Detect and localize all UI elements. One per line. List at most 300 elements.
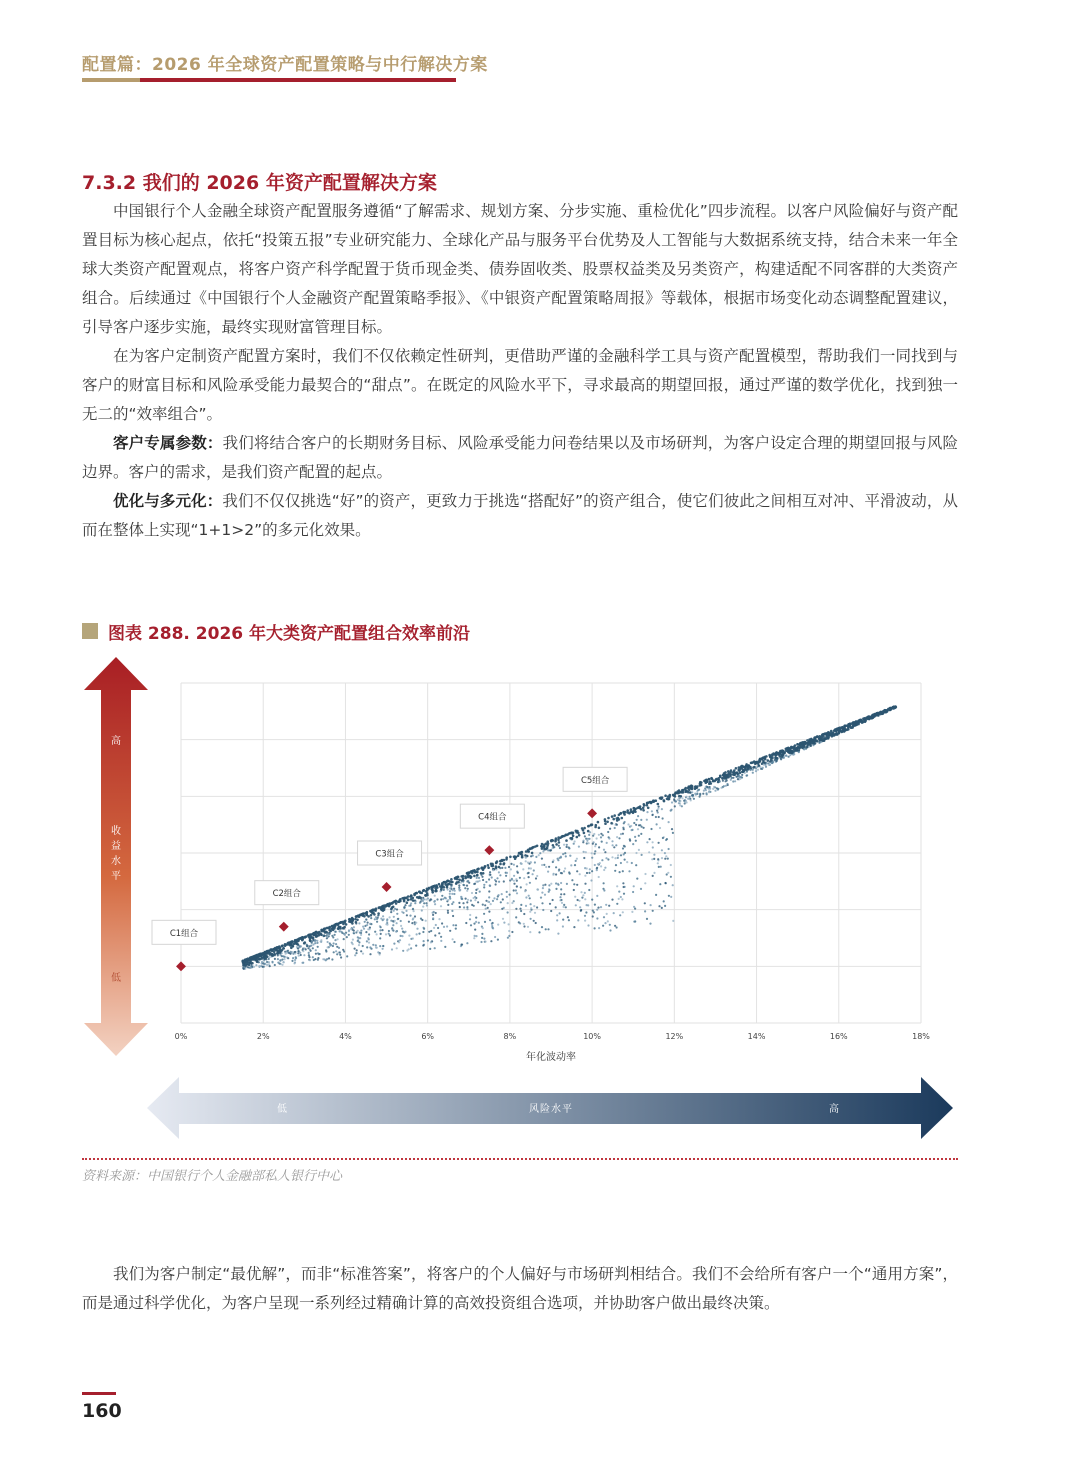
running-header: 配置篇：2026 年全球资产配置策略与中行解决方案 <box>82 55 488 75</box>
scatter-point <box>314 934 317 937</box>
scatter-point <box>274 964 276 966</box>
scatter-point <box>340 921 343 924</box>
scatter-point <box>801 746 804 749</box>
scatter-point <box>443 926 445 928</box>
scatter-point <box>527 850 530 853</box>
scatter-point <box>368 942 370 944</box>
scatter-point <box>297 952 299 954</box>
scatter-point <box>479 891 481 893</box>
scatter-point <box>362 953 364 955</box>
scatter-point <box>667 872 669 874</box>
scatter-point <box>538 854 540 856</box>
scatter-point <box>277 958 279 960</box>
scatter-point <box>557 858 559 860</box>
scatter-point <box>466 890 468 892</box>
scatter-point <box>351 942 353 944</box>
scatter-point <box>340 956 342 958</box>
scatter-point <box>538 931 540 933</box>
scatter-point <box>560 899 562 901</box>
scatter-point <box>316 942 318 944</box>
scatter-point <box>539 852 541 854</box>
scatter-point <box>460 875 463 878</box>
scatter-point <box>370 914 373 917</box>
scatter-point <box>457 881 460 884</box>
scatter-point <box>368 928 370 930</box>
scatter-point <box>332 945 334 947</box>
scatter-point <box>338 925 341 928</box>
risk-low-label: 低 <box>277 1104 287 1115</box>
portfolio-diamond <box>587 808 597 818</box>
scatter-point <box>488 896 490 898</box>
scatter-point <box>408 935 410 937</box>
scatter-point <box>649 838 651 840</box>
scatter-point <box>542 887 544 889</box>
scatter-point <box>660 796 663 799</box>
scatter-point <box>327 946 329 948</box>
scatter-point <box>616 926 618 928</box>
scatter-point <box>594 927 596 929</box>
scatter-point <box>646 811 648 813</box>
scatter-point <box>633 885 635 887</box>
scatter-point <box>474 899 476 901</box>
scatter-point <box>614 827 616 829</box>
scatter-point <box>385 923 387 925</box>
scatter-point <box>489 919 491 921</box>
scatter-point <box>655 894 657 896</box>
closing-paragraph: 我们为客户制定“最优解”，而非“标准答案”，将客户的个人偏好与市场研判相结合。我们不会给所有客户一个“通用方案”，而是通过科学优化，为客户呈现一系列经过精确计算的高效投资组合选项，并协助客户做出最终决策。 <box>82 1265 958 1312</box>
scatter-point <box>435 924 437 926</box>
scatter-point <box>683 800 685 802</box>
scatter-point <box>559 847 561 849</box>
scatter-point <box>720 787 722 789</box>
scatter-point <box>515 916 517 918</box>
scatter-point <box>559 896 561 898</box>
scatter-point <box>401 897 404 900</box>
scatter-point <box>427 939 429 941</box>
scatter-point <box>550 840 553 843</box>
scatter-point <box>357 930 359 932</box>
scatter-point <box>466 942 468 944</box>
scatter-point <box>511 902 513 904</box>
scatter-point <box>640 833 642 835</box>
scatter-point <box>274 958 276 960</box>
scatter-point <box>379 937 381 939</box>
scatter-point <box>400 935 402 937</box>
scatter-point <box>511 931 513 933</box>
scatter-point <box>480 941 482 943</box>
scatter-point <box>396 922 398 924</box>
scatter-point <box>664 858 666 860</box>
scatter-point <box>566 883 568 885</box>
scatter-point <box>388 930 390 932</box>
scatter-point <box>590 823 593 826</box>
scatter-point <box>483 884 485 886</box>
scatter-point <box>531 852 534 855</box>
scatter-point <box>675 800 677 802</box>
scatter-point <box>553 846 555 848</box>
scatter-point <box>506 872 508 874</box>
scatter-point <box>367 922 369 924</box>
param-text: 我们将结合客户的长期财务目标、风险承受能力问卷结果以及市场研判，为客户设定合理的期望回报与风险边界。客户的需求，是我们资产配置的起点。 <box>82 434 958 481</box>
scatter-point <box>526 883 528 885</box>
scatter-point <box>461 898 463 900</box>
scatter-point <box>528 876 530 878</box>
scatter-point <box>615 864 617 866</box>
scatter-point <box>300 954 302 956</box>
scatter-point <box>738 769 741 772</box>
scatter-point <box>621 817 624 820</box>
scatter-point <box>668 821 670 823</box>
scatter-point <box>309 949 311 951</box>
scatter-point <box>297 948 299 950</box>
scatter-point <box>525 896 527 898</box>
scatter-point <box>614 857 616 859</box>
scatter-point <box>885 709 888 712</box>
scatter-point <box>509 894 511 896</box>
scatter-point <box>679 800 681 802</box>
scatter-point <box>825 735 828 738</box>
scatter-point <box>420 918 422 920</box>
portfolio-diamond <box>279 922 289 932</box>
scatter-point <box>706 780 709 783</box>
scatter-point <box>633 822 635 824</box>
scatter-point <box>362 945 364 947</box>
portfolio-marker <box>255 881 319 932</box>
scatter-point <box>561 902 563 904</box>
scatter-point <box>324 931 327 934</box>
scatter-point <box>513 875 515 877</box>
scatter-point <box>583 857 585 859</box>
scatter-point <box>569 873 571 875</box>
scatter-point <box>478 922 480 924</box>
scatter-point <box>607 831 609 833</box>
scatter-point <box>354 948 356 950</box>
scatter-point <box>658 866 660 868</box>
scatter-point <box>606 913 608 915</box>
scatter-point <box>312 933 315 936</box>
scatter-point <box>336 923 339 926</box>
scatter-point <box>425 894 428 897</box>
scatter-point <box>300 937 303 940</box>
scatter-point <box>525 850 528 853</box>
scatter-point <box>425 920 427 922</box>
scatter-point <box>269 965 271 967</box>
scatter-point <box>271 961 273 963</box>
scatter-point <box>460 882 462 884</box>
scatter-point <box>523 925 525 927</box>
scatter-point <box>868 716 871 719</box>
portfolio-diamond <box>484 845 494 855</box>
scatter-point <box>543 845 546 848</box>
scatter-point <box>882 711 885 714</box>
scatter-point <box>273 953 276 956</box>
scatter-point <box>717 788 719 790</box>
scatter-point <box>635 840 637 842</box>
scatter-point <box>435 912 437 914</box>
scatter-point <box>600 865 602 867</box>
scatter-point <box>594 850 596 852</box>
scatter-point <box>272 948 275 951</box>
scatter-point <box>765 764 767 766</box>
scatter-point <box>317 946 319 948</box>
scatter-point <box>434 934 436 936</box>
scatter-point <box>691 794 693 796</box>
risk-high-label: 高 <box>829 1104 839 1115</box>
scatter-point <box>360 950 362 952</box>
scatter-point <box>623 886 625 888</box>
scatter-point <box>499 863 502 866</box>
scatter-point <box>803 743 806 746</box>
scatter-point <box>774 759 776 761</box>
scatter-point <box>410 938 412 940</box>
scatter-point <box>844 725 847 728</box>
scatter-point <box>339 951 341 953</box>
scatter-point <box>380 907 383 910</box>
paragraph-2: 在为客户定制资产配置方案时，我们不仅依赖定性研判，更借助严谨的金融科学工具与资产配置模型，帮助我们一同找到与客户的财富目标和风险承受能力最契合的“甜点”。在既定的风险水平下，寻求最高的期望回报，通过严谨的数学优化，找到独一无二的“效率组合”。 <box>82 347 958 423</box>
scatter-point <box>502 918 504 920</box>
scatter-point <box>534 861 536 863</box>
scatter-point <box>392 924 394 926</box>
scatter-point <box>611 899 613 901</box>
scatter-point <box>723 772 726 775</box>
scatter-point <box>520 863 522 865</box>
scatter-point <box>491 923 493 925</box>
scatter-point <box>533 869 535 871</box>
scatter-point <box>343 938 345 940</box>
scatter-point <box>360 913 363 916</box>
scatter-point <box>562 925 564 927</box>
scatter-point <box>438 932 440 934</box>
scatter-point <box>415 945 417 947</box>
scatter-point <box>479 880 481 882</box>
x-tick-labels <box>175 1032 931 1041</box>
scatter-point <box>464 887 466 889</box>
scatter-point <box>752 761 755 764</box>
scatter-point <box>246 960 249 963</box>
scatter-point <box>389 916 391 918</box>
scatter-point <box>667 795 670 798</box>
scatter-point <box>303 954 305 956</box>
scatter-point <box>600 833 602 835</box>
scatter-point <box>542 850 544 852</box>
scatter-point <box>261 954 264 957</box>
scatter-point <box>450 881 453 884</box>
scatter-point <box>541 892 543 894</box>
paragraph-4 <box>82 487 958 545</box>
scatter-point <box>597 821 600 824</box>
scatter-point <box>618 837 620 839</box>
scatter-point <box>742 770 745 773</box>
scatter-point <box>333 942 335 944</box>
scatter-point <box>449 893 451 895</box>
scatter-point <box>530 861 532 863</box>
return-low-label: 低 <box>111 973 121 984</box>
scatter-point <box>578 834 581 837</box>
scatter-point <box>325 935 327 937</box>
scatter-point <box>706 793 708 795</box>
scatter-point <box>574 840 576 842</box>
scatter-point <box>541 864 543 866</box>
scatter-point <box>723 785 725 787</box>
scatter-point <box>633 921 635 923</box>
page-number-rule <box>82 1392 116 1395</box>
scatter-point <box>353 926 355 928</box>
scatter-point <box>285 953 287 955</box>
scatter-point <box>329 944 331 946</box>
scatter-point <box>767 759 770 762</box>
scatter-point <box>545 928 547 930</box>
scatter-point <box>475 881 477 883</box>
scatter-point <box>651 810 653 812</box>
scatter-point <box>258 965 260 967</box>
scatter-point <box>271 954 274 957</box>
scatter-point <box>659 883 661 885</box>
scatter-point <box>436 898 438 900</box>
scatter-point <box>706 786 708 788</box>
scatter-point <box>635 824 637 826</box>
scatter-point <box>719 780 721 782</box>
scatter-point <box>462 884 464 886</box>
scatter-point <box>304 941 307 944</box>
scatter-point <box>761 757 764 760</box>
scatter-point <box>484 921 486 923</box>
scatter-point <box>588 834 590 836</box>
scatter-point <box>530 918 532 920</box>
scatter-point <box>797 746 800 749</box>
scatter-point <box>789 754 791 756</box>
scatter-point <box>725 775 728 778</box>
scatter-point <box>583 832 586 835</box>
scatter-point <box>649 923 651 925</box>
scatter-point <box>447 888 449 890</box>
portfolio-marker <box>152 920 216 971</box>
scatter-point <box>640 819 642 821</box>
scatter-point <box>527 862 529 864</box>
scatter-point <box>855 721 858 724</box>
scatter-point <box>250 966 252 968</box>
scatter-point <box>449 898 451 900</box>
scatter-point <box>523 923 525 925</box>
scatter-point <box>591 852 593 854</box>
scatter-point <box>605 857 607 859</box>
scatter-point <box>475 917 477 919</box>
scatter-point <box>843 730 846 733</box>
scatter-point <box>503 862 506 865</box>
scatter-point <box>467 888 469 890</box>
scatter-point <box>379 953 381 955</box>
scatter-point <box>548 889 550 891</box>
scatter-point <box>403 900 406 903</box>
scatter-point <box>768 764 770 766</box>
scatter-point <box>513 889 515 891</box>
scatter-point <box>487 866 490 869</box>
scatter-point <box>261 961 263 963</box>
scatter-point <box>552 861 554 863</box>
scatter-point <box>323 935 325 937</box>
scatter-point <box>310 945 312 947</box>
scatter-point <box>519 922 521 924</box>
scatter-point <box>532 846 535 849</box>
scatter-point <box>542 884 544 886</box>
scatter-point <box>820 739 823 742</box>
portfolio-diamond <box>176 961 186 971</box>
scatter-point <box>264 955 267 958</box>
scatter-point <box>814 742 817 745</box>
scatter-point <box>626 861 628 863</box>
scatter-point <box>631 811 634 814</box>
scatter-point <box>487 907 489 909</box>
scatter-point <box>484 941 486 943</box>
scatter-point <box>600 836 602 838</box>
scatter-point <box>423 927 425 929</box>
scatter-point <box>301 962 303 964</box>
scatter-point <box>819 735 822 738</box>
figure-source: 资料来源：中国银行个人金融部私人银行中心 <box>82 1169 343 1184</box>
scatter-point <box>658 842 660 844</box>
scatter-point <box>452 924 454 926</box>
scatter-point <box>427 897 429 899</box>
scatter-point <box>438 918 440 920</box>
scatter-point <box>657 808 659 810</box>
scatter-point <box>528 895 530 897</box>
scatter-point <box>376 918 378 920</box>
scatter-point <box>629 838 631 840</box>
scatter-point <box>503 922 505 924</box>
scatter-point <box>530 855 532 857</box>
scatter-point <box>757 766 759 768</box>
scatter-point <box>508 866 510 868</box>
scatter-point <box>799 744 802 747</box>
scatter-point <box>591 857 593 859</box>
scatter-point <box>418 933 420 935</box>
scatter-point <box>616 824 618 826</box>
scatter-point <box>309 959 311 961</box>
scatter-point <box>667 858 669 860</box>
scatter-point <box>282 947 285 950</box>
scatter-point <box>661 857 663 859</box>
scatter-point <box>622 847 624 849</box>
scatter-point <box>458 879 461 882</box>
scatter-point <box>402 912 404 914</box>
scatter-point <box>465 922 467 924</box>
scatter-point <box>653 854 655 856</box>
scatter-point <box>603 849 605 851</box>
scatter-point <box>652 875 654 877</box>
scatter-point <box>453 941 455 943</box>
scatter-point <box>603 916 605 918</box>
scatter-point <box>458 887 460 889</box>
scatter-point <box>372 944 374 946</box>
scatter-point <box>681 805 683 807</box>
scatter-point <box>366 940 368 942</box>
scatter-point <box>594 853 596 855</box>
scatter-point <box>391 948 393 950</box>
scatter-point <box>449 890 451 892</box>
scatter-point <box>643 804 646 807</box>
scatter-point <box>287 950 289 952</box>
scatter-point <box>741 774 743 776</box>
scatter-point <box>497 939 499 941</box>
scatter-point <box>448 883 451 886</box>
scatter-point <box>663 900 665 902</box>
scatter-point <box>562 919 564 921</box>
scatter-point <box>598 834 600 836</box>
scatter-point <box>418 891 421 894</box>
scatter-point <box>763 764 765 766</box>
scatter-point <box>289 953 291 955</box>
scatter-point <box>523 913 525 915</box>
scatter-point <box>638 806 641 809</box>
